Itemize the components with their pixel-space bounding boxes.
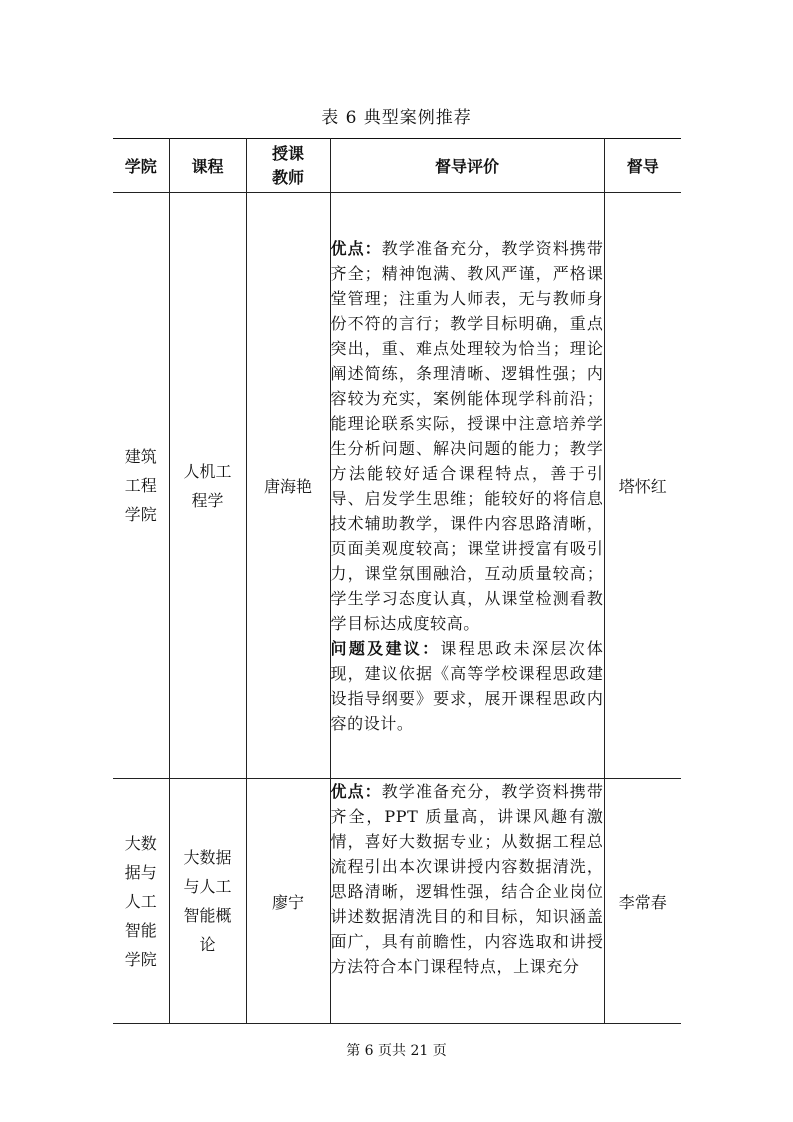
strengths-label: 优点：: [330, 782, 382, 801]
course-line: 人机工: [183, 461, 232, 481]
header-college: 学院: [113, 139, 169, 193]
college-line: 人工: [124, 891, 157, 911]
teacher-cell: 廖宁: [246, 779, 330, 1024]
evaluation-cell: [330, 193, 604, 779]
header-teacher-line2: 教师: [271, 167, 304, 187]
strengths-paragraph: [331, 779, 604, 979]
issues-paragraph: [331, 636, 604, 736]
header-teacher: [246, 139, 330, 193]
course-line: 大数据: [183, 848, 232, 867]
college-cell: [113, 193, 169, 779]
supervisor-cell: 塔怀红: [604, 193, 681, 779]
table-row: [113, 779, 681, 1024]
course-line: 论: [199, 935, 216, 954]
strengths-text: 教学准备充分，教学资料携带齐全；精神饱满、教风严谨，严格课堂管理；注重为人师表，无与教师身份不符的言行；教学目标明确，重点突出，重、难点处理较为恰当；理论阐述简练，条理清晰、逻辑性强；内容较为充实，案例能体现学科前沿；能理论联系实际，授课中注意培养学生分析问题、解决问题的能力；教学方法能较好适合课程特点，善于引导、启发学生思维；能较好的将信息技术辅助教学，课件内容思路清晰，页面美观度较高；课堂讲授富有吸引力，课堂氛围融洽，互动质量较高；学生学习态度认真，从课堂检测看教学目标达成度较高。: [330, 238, 604, 633]
college-line: 建筑: [124, 447, 157, 466]
course-cell: [169, 779, 246, 1024]
table-row: [113, 193, 681, 779]
issues-text: 课程思政未深层次体现，建议依据《高等学校课程思政建设指导纲要》要求，展开课程思政内容的设计。: [330, 638, 604, 733]
college-line: 智能: [124, 920, 157, 940]
issues-label: 问题及建议：: [330, 638, 441, 658]
college-line: 学院: [124, 505, 157, 524]
evaluation-cell: [330, 779, 604, 1024]
course-line: 程学: [191, 490, 224, 510]
strengths-label: 优点：: [330, 238, 382, 258]
header-supervisor: 督导: [604, 139, 681, 193]
college-cell: [113, 779, 169, 1024]
header-evaluation: 督导评价: [330, 139, 604, 193]
page-footer: 第 6 页共 21 页: [346, 1043, 447, 1059]
teacher-cell: 唐海艳: [246, 193, 330, 779]
course-line: 智能概: [183, 906, 232, 925]
supervisor-cell: 李常春: [604, 779, 681, 1024]
table-header-row: [113, 139, 681, 193]
college-line: 学院: [124, 949, 157, 969]
strengths-text: 教学准备充分，教学资料携带齐全，PPT 质量高，讲课风趣有激情，喜好大数据专业；从数据工程总流程引出本次课讲授内容数据清洗，思路清晰，逻辑性强，结合企业岗位讲述数据清洗目的和目标，知识涵盖面广，具有前瞻性，内容选取和讲授方法符合本门课程特点，上课充分: [330, 782, 604, 976]
header-course: 课程: [169, 139, 246, 193]
college-line: 据与: [124, 862, 157, 882]
course-line: 与人工: [183, 877, 232, 896]
strengths-paragraph: [331, 236, 604, 636]
case-recommendation-table: [113, 138, 681, 1024]
header-teacher-line1: 授课: [271, 143, 304, 163]
course-cell: [169, 193, 246, 779]
college-line: 工程: [124, 476, 157, 495]
college-line: 大数: [124, 833, 157, 853]
table-caption: 表 6 典型案例推荐: [321, 108, 472, 128]
